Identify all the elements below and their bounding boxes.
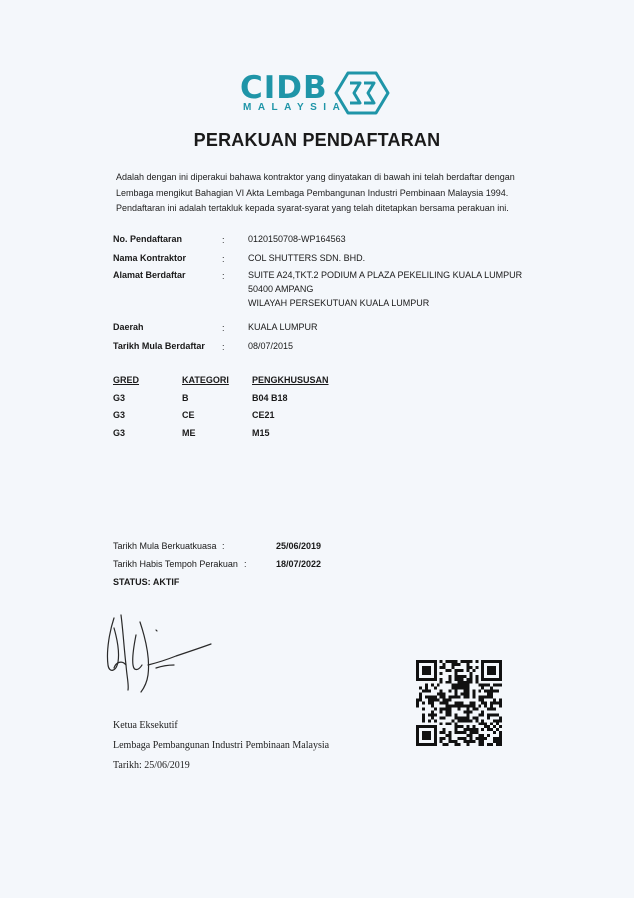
cidb-logo-icon xyxy=(330,70,392,116)
tarikh-mula-label: Tarikh Mula Berdaftar xyxy=(113,341,205,351)
tarikh-habis-tempoh-label: Tarikh Habis Tempoh Perakuan xyxy=(113,559,238,569)
intro-paragraph xyxy=(116,170,526,217)
tarikh-habis-tempoh-value: 18/07/2022 xyxy=(276,559,322,569)
category-cell: B xyxy=(182,393,189,403)
alamat-line-1: SUITE A24,TKT.2 PODIUM A PLAZA PEKELILING KUALA LUMPUR xyxy=(248,270,523,280)
alamat-label: Alamat Berdaftar xyxy=(113,270,186,280)
colon: : xyxy=(222,235,225,245)
status-badge: STATUS: AKTIF xyxy=(113,577,180,587)
grade-cell: G3 xyxy=(113,393,126,403)
cidb-logo-text: CIDB xyxy=(240,70,328,106)
intro-line: Lembaga mengikut Bahagian VI Akta Lembaga Pembangunan Industri Pembinaan Malaysia 1994. xyxy=(116,187,509,198)
no-pendaftaran-label: No. Pendaftaran xyxy=(113,234,183,244)
colon: : xyxy=(222,541,225,551)
grades-header-kategori: KATEGORI xyxy=(182,375,229,385)
page-title: PERAKUAN PENDAFTARAN xyxy=(193,130,441,150)
signatory-organization: Lembaga Pembangunan Industri Pembinaan Malaysia xyxy=(113,740,330,751)
category-cell: ME xyxy=(182,428,196,438)
tarikh-mula-value: 08/07/2015 xyxy=(248,341,294,351)
specialization-cell: B04 B18 xyxy=(252,393,288,403)
colon: : xyxy=(222,271,225,281)
daerah-value: KUALA LUMPUR xyxy=(248,322,318,332)
signatory-date: Tarikh: 25/06/2019 xyxy=(113,760,190,771)
grade-cell: G3 xyxy=(113,410,126,420)
colon: : xyxy=(222,323,225,333)
cidb-logo-subtitle: MALAYSIA xyxy=(243,102,347,113)
tarikh-mula-berkuatkuasa-label: Tarikh Mula Berkuatkuasa xyxy=(113,541,217,551)
grades-header-pengkhususan: PENGKHUSUSAN xyxy=(252,375,329,385)
colon: : xyxy=(222,342,225,352)
signatory-title: Ketua Eksekutif xyxy=(113,720,178,731)
intro-line: Pendaftaran ini adalah tertakluk kepada syarat-syarat yang telah ditetapkan bersama perakuan ini. xyxy=(116,203,509,213)
qr-code-image xyxy=(416,660,502,746)
specialization-cell: CE21 xyxy=(252,410,275,420)
grades-header-gred: GRED xyxy=(113,375,140,385)
colon: : xyxy=(244,559,247,569)
nama-kontraktor-value: COL SHUTTERS SDN. BHD. xyxy=(248,253,366,263)
alamat-line-2: 50400 AMPANG xyxy=(248,284,314,294)
specialization-cell: M15 xyxy=(252,428,270,438)
grade-cell: G3 xyxy=(113,428,126,438)
no-pendaftaran-value: 0120150708-WP164563 xyxy=(248,234,346,244)
colon: : xyxy=(222,254,225,264)
signature-image xyxy=(96,610,216,695)
category-cell: CE xyxy=(182,410,195,420)
alamat-line-3: WILAYAH PERSEKUTUAN KUALA LUMPUR xyxy=(248,298,430,308)
tarikh-mula-berkuatkuasa-value: 25/06/2019 xyxy=(276,541,322,551)
nama-kontraktor-label: Nama Kontraktor xyxy=(113,253,187,263)
daerah-label: Daerah xyxy=(113,322,144,332)
intro-line: Adalah dengan ini diperakui bahawa kontraktor yang dinyatakan di bawah ini telah berdaftar dengan xyxy=(116,172,515,182)
